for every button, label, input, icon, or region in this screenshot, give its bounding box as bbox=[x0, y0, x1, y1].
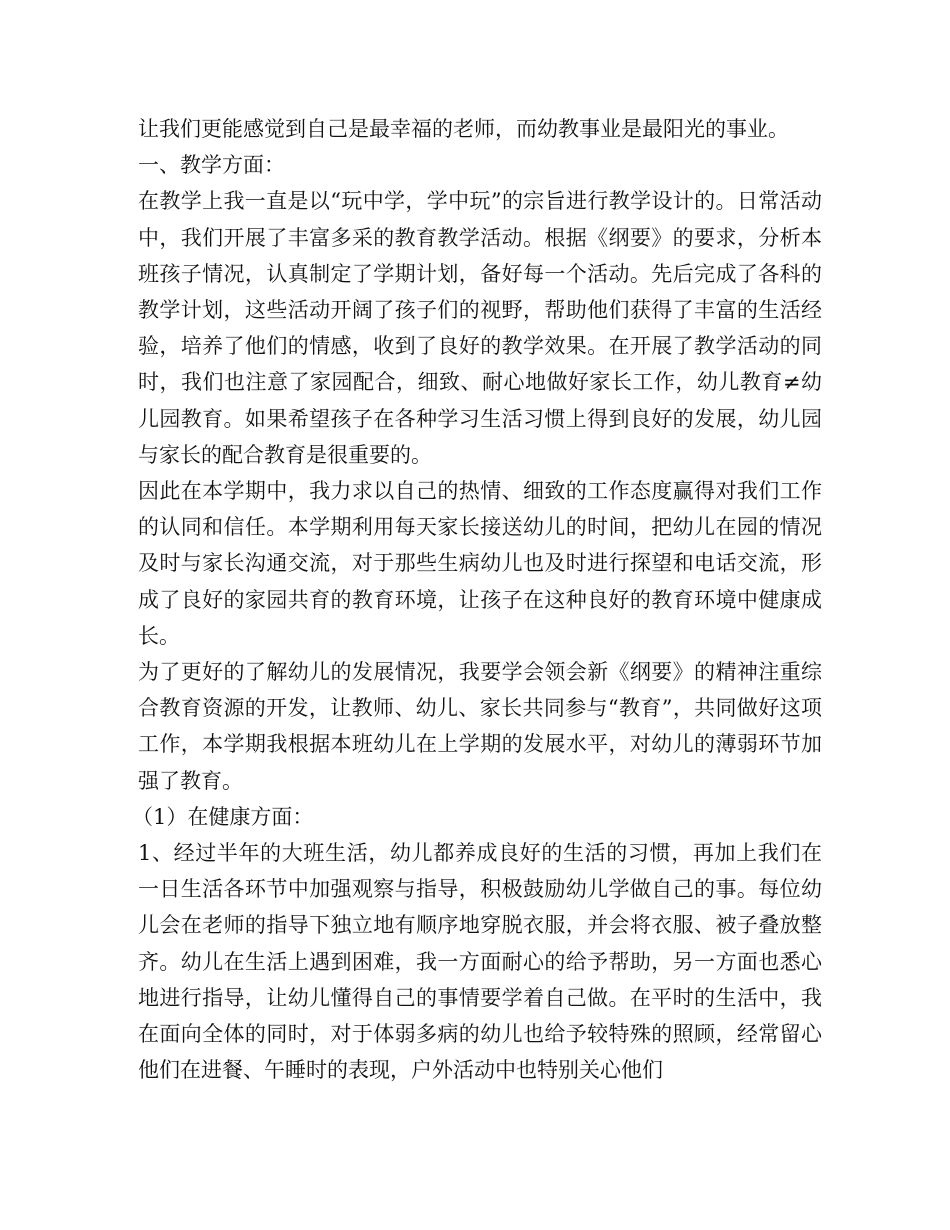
para-opening-line: 让我们更能感觉到自己是最幸福的老师，而幼教事业是最阳光的事业。 bbox=[138, 117, 789, 141]
subheading-health: （1）在健康方面： bbox=[132, 804, 314, 829]
para-health-habits: 1、经过半年的大班生活，幼儿都养成良好的生活的习惯，再加上我们在一日生活各环节中加强观察与指导，积极鼓励幼儿学做自己的事。每位幼儿会在老师的指导下独立地有顺序地穿脱衣服，并会将衣服、被子叠放整齐。幼儿在生活上遇到困难，我一方面耐心的给予帮助，另一方面也悉心地进行指导，让幼儿懂得自己的事情要学着自己做。在平时的生活中，我在面向全体的同时，对于体弱多病的幼儿也给予较特殊的照顾，经常留心他们在进餐、午睡时的表现，户外活动中也特别关心他们 bbox=[138, 841, 822, 1083]
document-body bbox=[132, 111, 822, 1088]
section-heading-teaching: 一、教学方面： bbox=[138, 153, 285, 178]
para-parent-trust: 因此在本学期中，我力求以自己的热情、细致的工作态度赢得对我们工作的认同和信任。本学期利用每天家长接送幼儿的时间，把幼儿在园的情况及时与家长沟通交流，对于那些生病幼儿也及时进行探望和电话交流，形成了良好的家园共育的教育环境，让孩子在这种良好的教育环境中健康成长。 bbox=[138, 479, 822, 648]
para-teaching-design: 在教学上我一直是以“玩中学，学中玩”的宗旨进行教学设计的。日常活动中，我们开展了丰富多采的教育教学活动。根据《纲要》的要求，分析本班孩子情况，认真制定了学期计划，备好每一个活动。先后完成了各科的教学计划，这些活动开阔了孩子们的视野，帮助他们获得了丰富的生活经验，培养了他们的情感，收到了良好的教学效果。在开展了教学活动的同时，我们也注意了家园配合，细致、耐心地做好家长工作，幼儿教育≠幼儿园教育。如果希望孩子在各种学习生活习惯上得到良好的发展，幼儿园与家长的配合教育是很重要的。 bbox=[138, 189, 822, 467]
para-development: 为了更好的了解幼儿的发展情况，我要学会领会新《纲要》的精神注重综合教育资源的开发，让教师、幼儿、家长共同参与“教育”，共同做好这项工作，本学期我根据本班幼儿在上学期的发展水平，对幼儿的薄弱环节加强了教育。 bbox=[138, 660, 822, 793]
